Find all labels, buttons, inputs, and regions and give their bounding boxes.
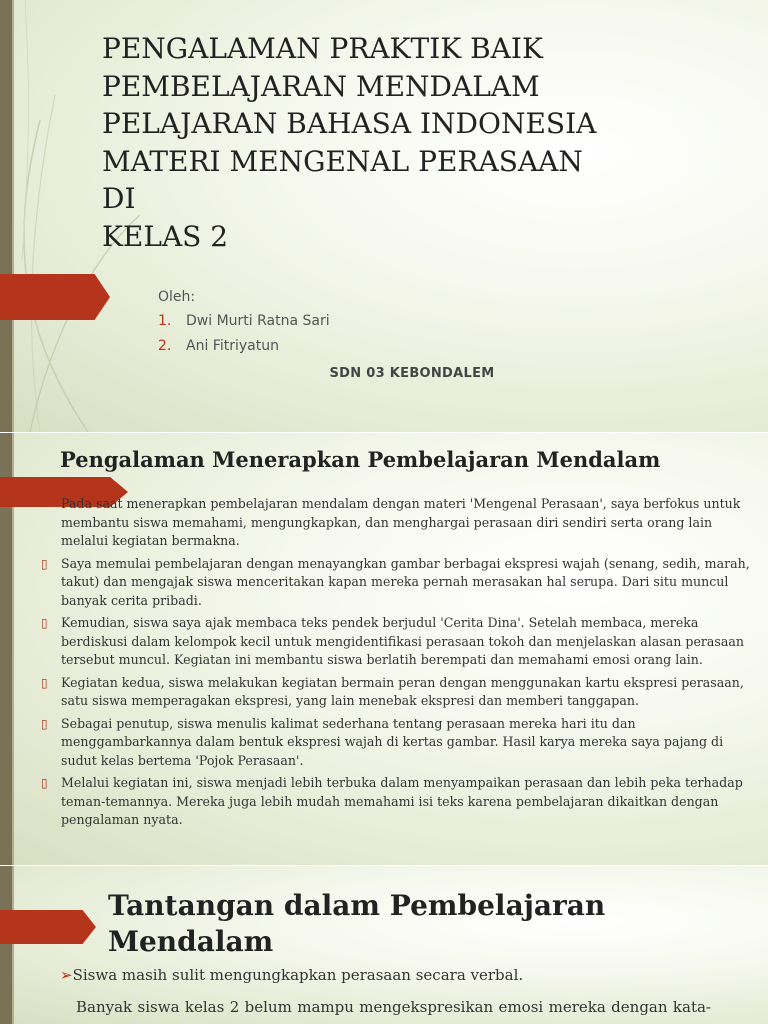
title-slide <box>0 0 768 432</box>
title-line: MATERI MENGENAL PERASAAN DI <box>102 144 583 215</box>
paragraph-text: Sebagai penutup, siswa menulis kalimat sederhana tentang perasaan mereka hari itu dan menggambarkannya dalam bentuk ekspresi wajah di kertas gambar. Hasil karya mereka saya pajang di sudut kelas bertema 'Pojok Perasaan'. <box>61 715 724 768</box>
bullet-icon: ▯ <box>41 776 48 790</box>
title-line: Tantangan dalam Pembelajaran <box>108 889 606 922</box>
paragraph-text: Pada saat menerapkan pembelajaran mendalam dengan materi 'Mengenal Perasaan', saya berfokus untuk membantu siswa memahami, mengungkapkan, dan menghargai perasaan diri sendiri serta orang lain melalui kegiatan bermakna. <box>61 496 741 548</box>
challenge-bullet <box>60 966 523 984</box>
experience-list <box>41 495 751 834</box>
authors-label: Oleh: <box>158 289 196 305</box>
list-item <box>41 674 751 711</box>
list-item <box>41 715 751 771</box>
slide-title <box>102 30 622 255</box>
list-item <box>41 495 751 551</box>
list-item <box>41 555 751 611</box>
red-arrow-tab <box>0 910 96 944</box>
title-line: KELAS 2 <box>102 219 229 253</box>
slide-title: Pengalaman Menerapkan Pembelajaran Mendalam <box>60 447 661 472</box>
left-edge-stripe <box>12 866 14 1024</box>
bullet-icon: ▯ <box>41 716 48 731</box>
author-item <box>158 338 330 363</box>
challenge-paragraph: Banyak siswa kelas 2 belum mampu mengekspresikan emosi mereka dengan kata- <box>76 998 711 1016</box>
arrow-bullet-icon: ➢ <box>60 966 73 984</box>
challenges-slide <box>0 866 768 1024</box>
paragraph-text: Kegiatan kedua, siswa melakukan kegiatan bermain peran dengan menggunakan kartu ekspresi perasaan, satu siswa memperagakan ekspresi, yang lain menebak ekspresi dan memberi tanggapan. <box>61 674 744 708</box>
author-number: 1. <box>158 313 172 329</box>
paragraph-text: Melalui kegiatan ini, siswa menjadi lebih terbuka dalam menyampaikan perasaan dan lebih peka terhadap teman-temannya. Mereka juga lebih mudah memahami isi teks karena pembelajaran dikaitkan dengan pengalaman nyata. <box>61 775 743 827</box>
list-item <box>41 774 751 830</box>
author-name: Ani Fitriyatun <box>186 338 279 354</box>
title-line: PELAJARAN BAHASA INDONESIA <box>102 107 597 140</box>
title-line: Mendalam <box>108 925 274 958</box>
paragraph-text: Saya memulai pembelajaran dengan menayangkan gambar berbagai ekspresi wajah (senang, sedih, marah, takut) dan mengajak siswa menceritakan kapan mereka pernah merasakan hal serupa. Dari situ muncul banyak cerita pribadi. <box>61 555 750 608</box>
title-line: PEMBELAJARAN MENDALAM <box>102 69 540 103</box>
left-edge-bar <box>0 866 12 1024</box>
school-name: SDN 03 KEBONDALEM <box>329 366 495 381</box>
red-arrow-tab <box>0 274 110 320</box>
experience-slide <box>0 433 768 865</box>
author-number: 2. <box>158 338 172 354</box>
author-list <box>158 313 330 363</box>
list-item <box>41 614 751 670</box>
bullet-icon: ▯ <box>41 616 48 630</box>
author-item <box>158 313 330 338</box>
bullet-icon: ▯ <box>41 556 48 571</box>
slide-title <box>108 888 668 960</box>
author-name: Dwi Murti Ratna Sari <box>186 313 330 329</box>
bullet-icon: ▯ <box>41 675 48 690</box>
paragraph-text: Kemudian, siswa saya ajak membaca teks pendek berjudul 'Cerita Dina'. Setelah membaca, mereka berdiskusi dalam kelompok kecil untuk mengidentifikasi perasaan tokoh dan menjelaskan alasan perasaan tersebut muncul. Kegiatan ini membantu siswa berlatih berempati dan memahami emosi orang lain. <box>61 615 745 667</box>
bullet-text: Siswa masih sulit mengungkapkan perasaan secara verbal. <box>72 966 524 984</box>
title-line: PENGALAMAN PRAKTIK BAIK <box>102 32 543 65</box>
